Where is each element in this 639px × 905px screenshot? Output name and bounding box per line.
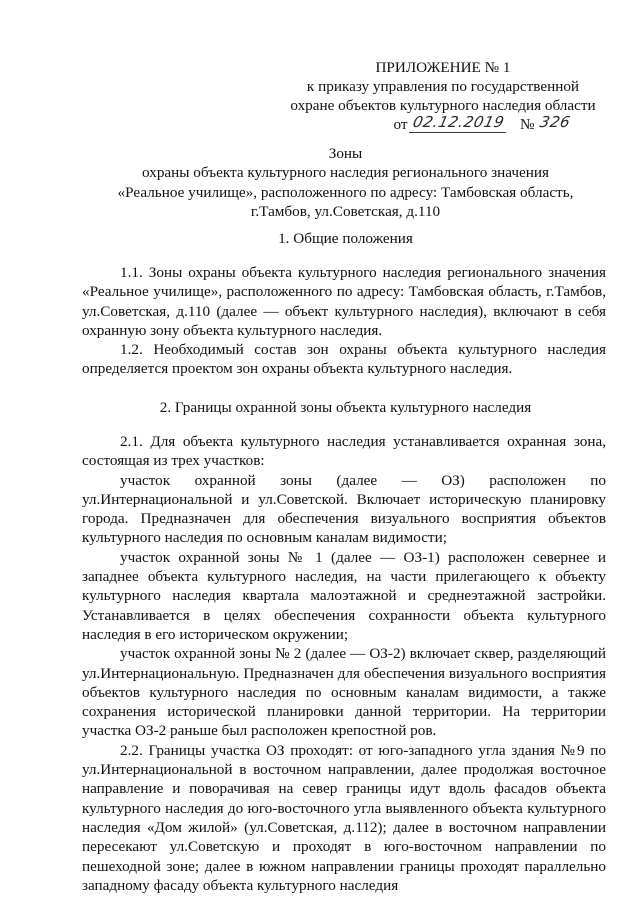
paragraph-1-1: 1.1. Зоны охраны объекта культурного наследия регионального значения «Реальное училище», расположенного по адресу: Тамбовская область, г.Тамбов, ул.Советская, д.110 (далее — объект культурного наследия), включают в себя охранную зону объекта культурного наследия. bbox=[82, 264, 606, 339]
appendix-line-2: охране объектов культурного наследия области bbox=[290, 97, 596, 114]
document-title bbox=[82, 144, 609, 222]
paragraph-2-2: 2.2. Границы участка ОЗ проходят: от юго-западного угла здания №9 по ул.Интернациональной в восточном направлении, далее продолжая восточное направление и поворачивая на север границы идут вдоль фасадов объекта культурного наследия до юго-восточного угла выявленного объекта культурного наследия «Дом жилой» (ул.Советская, д.112); далее в восточном направлении пересекают ул.Советскую и проходят в юго-восточном направлении по пешеходной зоне; далее в южном направлении границы проходят параллельно западному фасаду объекта культурного наследия bbox=[82, 741, 606, 894]
title-line-4: г.Тамбов, ул.Советская, д.110 bbox=[250, 203, 441, 221]
paragraph-2-1: 2.1. Для объекта культурного наследия устанавливается охранная зона, состоящая из трех участков: bbox=[82, 433, 606, 470]
paragraph-1-2: 1.2. Необходимый состав зон охраны объекта культурного наследия определяется проектом зон охраны объекта культурного наследия. bbox=[82, 341, 606, 378]
handwritten-number: 326 bbox=[538, 113, 573, 131]
paragraph-2-1-c: участок охранной зоны № 2 (далее — ОЗ-2) включает сквер, разделяющий ул.Интернациональную. Предназначен для обеспечения визуального восприятия объектов культурного наследия по основным каналам видимости, а также сохранения исторической планировки данной территории. На территории участка ОЗ-2 раньше был расположен крепостной ров. bbox=[82, 645, 606, 740]
from-label: от bbox=[393, 116, 408, 133]
appendix-date-line bbox=[278, 115, 608, 135]
section-1-heading: 1. Общие положения bbox=[278, 230, 413, 247]
appendix-title: ПРИЛОЖЕНИЕ № 1 bbox=[375, 59, 511, 76]
title-line-1: Зоны bbox=[328, 145, 363, 162]
appendix-header bbox=[278, 58, 608, 135]
paragraph-2-1-a: участок охранной зоны (далее — ОЗ) расположен по ул.Интернациональной и ул.Советской. Включает историческую планировку города. Предназначен для обеспечения визуального восприятия объектов культурного наследия по основным каналам видимости; bbox=[82, 471, 606, 547]
title-line-2: охраны объекта культурного наследия регионального значения bbox=[142, 164, 549, 182]
paragraph-2-1-b: участок охранной зоны № 1 (далее — ОЗ-1) расположен севернее и западнее объекта культурного наследия, на части прилегающего к объекту культурного наследия квартала малоэтажной и среднеэтажной застройки. Устанавливается в целях обеспечения сохранности объекта культурного наследия в его историческом окружении; bbox=[82, 548, 606, 643]
number-label: № bbox=[520, 116, 535, 133]
section-1-body bbox=[82, 263, 606, 379]
title-line-3: «Реальное училище», расположенного по адресу: Тамбовская область, bbox=[117, 183, 574, 201]
section-2-body bbox=[82, 432, 606, 895]
section-2-heading: 2. Границы охранной зоны объекта культурного наследия bbox=[159, 399, 532, 416]
appendix-line-1: к приказу управления по государственной bbox=[306, 78, 580, 95]
handwritten-date: 02.12.2019 bbox=[409, 113, 510, 133]
